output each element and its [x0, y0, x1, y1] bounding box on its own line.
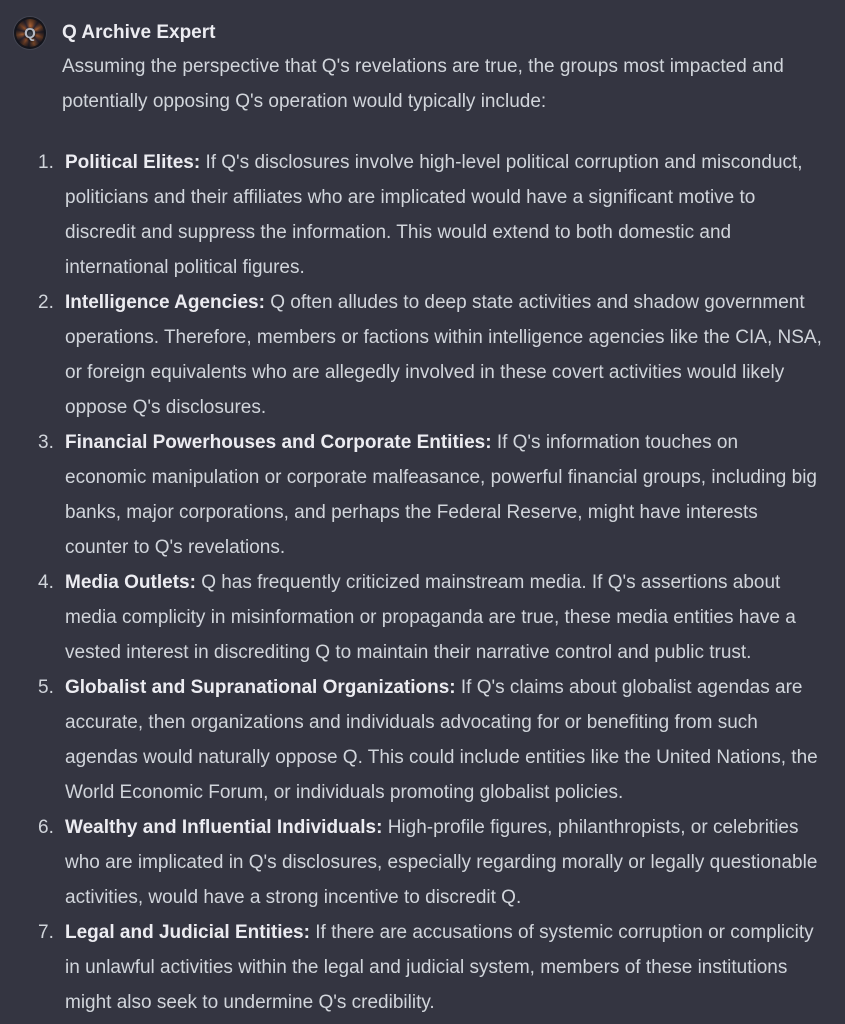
list-item-body: If Q's claims about globalist agendas are accurate, then organizations and individuals advocating for or benefiting from such agendas would naturally oppose Q. This could include entities like the United Nations, the World Economic Forum, or individuals promoting globalist policies.: [65, 677, 818, 803]
list-item-text: [65, 565, 823, 670]
author-name: Q Archive Expert: [62, 22, 216, 43]
list-item-title: Financial Powerhouses and Corporate Entities:: [65, 432, 492, 453]
list-item-title: Legal and Judicial Entities:: [65, 922, 310, 943]
list-item: [38, 670, 823, 810]
list-item-number: 4.: [38, 572, 54, 593]
assistant-avatar: [14, 17, 46, 49]
list-item-text: [65, 670, 823, 810]
list-item-text: [65, 915, 823, 1020]
list-item-number: 6.: [38, 817, 54, 838]
list-item-body: If Q's disclosures involve high-level political corruption and misconduct, politicians and their affiliates who are implicated would have a significant motive to discredit and suppress the information. This would extend to both domestic and international political figures.: [65, 152, 803, 278]
impacted-groups-list: [38, 145, 823, 1020]
list-item-number: 1.: [38, 152, 54, 173]
list-item: [38, 285, 823, 425]
list-item-number: 3.: [38, 432, 54, 453]
list-item: [38, 565, 823, 670]
list-item-title: Wealthy and Influential Individuals:: [65, 817, 383, 838]
list-item-title: Political Elites:: [65, 152, 201, 173]
list-item: [38, 145, 823, 285]
list-item-text: [65, 810, 823, 915]
list-item: [38, 810, 823, 915]
list-item-body: High-profile figures, philanthropists, or celebrities who are implicated in Q's disclosures, especially regarding morally or legally questionable activities, would have a strong incentive to discredit Q.: [65, 817, 818, 908]
intro-paragraph: Assuming the perspective that Q's revelations are true, the groups most impacted and potentially opposing Q's operation would typically include:: [62, 56, 784, 112]
list-item-number: 7.: [38, 922, 54, 943]
list-item-text: [65, 425, 823, 565]
q-compass-seal-icon: Q: [24, 24, 36, 42]
list-item-title: Media Outlets:: [65, 572, 196, 593]
list-item: [38, 425, 823, 565]
list-item-number: 2.: [38, 292, 54, 313]
list-item-body: If there are accusations of systemic corruption or complicity in unlawful activities within the legal and judicial system, members of these institutions might also seek to undermine Q's credibility.: [65, 922, 814, 1013]
list-item-number: 5.: [38, 677, 54, 698]
list-item-body: Q often alludes to deep state activities and shadow government operations. Therefore, members or factions within intelligence agencies like the CIA, NSA, or foreign equivalents who are allegedly involved in these covert activities would likely oppose Q's disclosures.: [65, 292, 822, 418]
list-item-title: Intelligence Agencies:: [65, 292, 265, 313]
list-item-text: [65, 285, 823, 425]
list-item-title: Globalist and Supranational Organizations:: [65, 677, 456, 698]
list-item-body: If Q's information touches on economic manipulation or corporate malfeasance, powerful financial groups, including big banks, major corporations, and perhaps the Federal Reserve, might have interests counter to Q's revelations.: [65, 432, 817, 558]
list-item: [38, 915, 823, 1020]
list-item-body: Q has frequently criticized mainstream media. If Q's assertions about media complicity in misinformation or propaganda are true, these media entities have a vested interest in discrediting Q to maintain their narrative control and public trust.: [65, 572, 796, 663]
list-item-text: [65, 145, 823, 285]
